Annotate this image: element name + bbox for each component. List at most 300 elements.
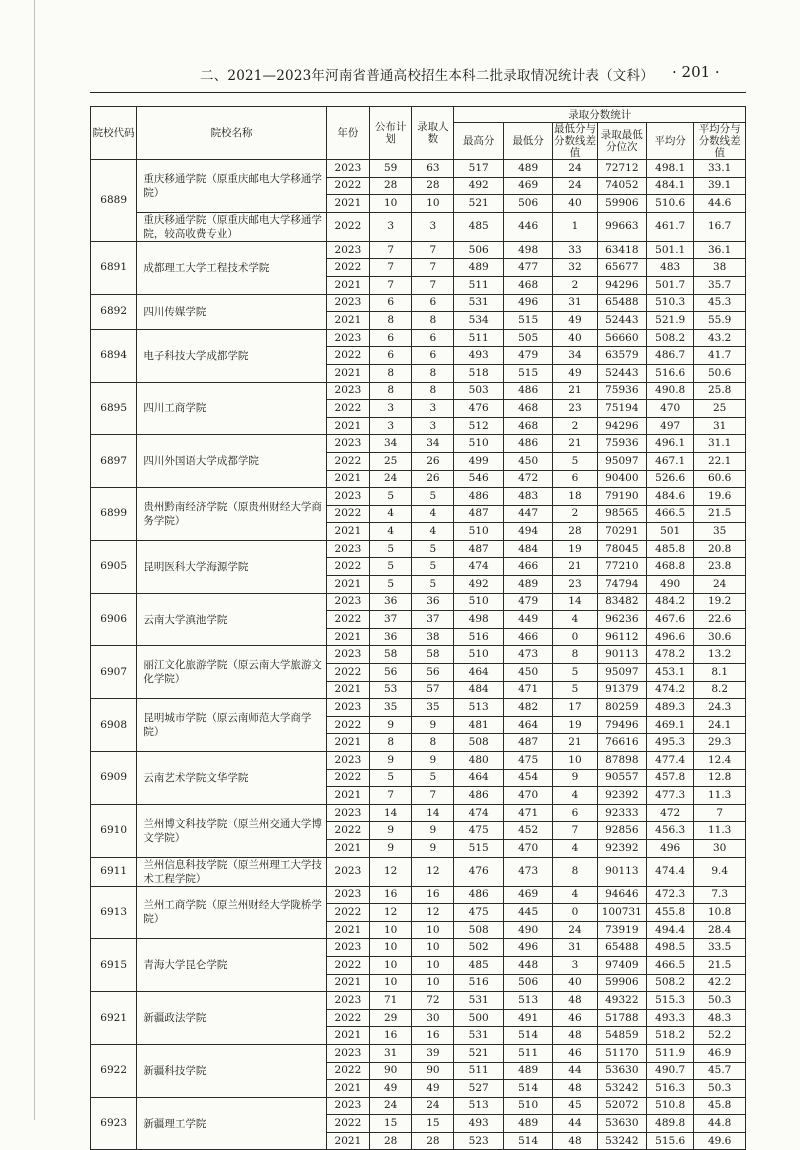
year-cell: 2021 xyxy=(326,195,369,213)
admitted-cell: 24 xyxy=(412,1097,454,1115)
min-score-cell: 487 xyxy=(503,734,552,752)
admitted-cell: 16 xyxy=(412,886,454,904)
min-gap-cell: 4 xyxy=(553,611,597,629)
plan-cell: 34 xyxy=(370,435,412,453)
admitted-cell: 9 xyxy=(412,716,454,734)
table-row xyxy=(91,886,746,904)
admitted-cell: 3 xyxy=(412,212,454,241)
binding-margin-line xyxy=(34,0,35,1120)
avg-score-cell: 515.6 xyxy=(647,1132,694,1150)
max-score-cell: 476 xyxy=(454,400,503,418)
min-rank-cell: 90400 xyxy=(597,470,646,488)
min-score-cell: 450 xyxy=(503,664,552,682)
min-rank-cell: 98565 xyxy=(597,505,646,523)
min-rank-cell: 77210 xyxy=(597,558,646,576)
min-score-cell: 515 xyxy=(503,312,552,330)
min-score-cell: 506 xyxy=(503,974,552,992)
min-gap-cell: 19 xyxy=(553,716,597,734)
admitted-cell: 9 xyxy=(412,839,454,857)
admitted-cell: 12 xyxy=(412,904,454,922)
min-score-cell: 472 xyxy=(503,470,552,488)
max-score-cell: 486 xyxy=(454,488,503,506)
avg-score-cell: 496.6 xyxy=(647,628,694,646)
avg-gap-cell: 11.3 xyxy=(694,822,746,840)
avg-gap-cell: 52.2 xyxy=(694,1027,746,1045)
col-code-header: 院校代码 xyxy=(91,107,137,160)
min-gap-cell: 45 xyxy=(553,1097,597,1115)
avg-score-cell: 485.8 xyxy=(647,540,694,558)
avg-score-cell: 466.5 xyxy=(647,505,694,523)
avg-score-cell: 484.2 xyxy=(647,593,694,611)
avg-gap-cell: 48.3 xyxy=(694,1009,746,1027)
school-code: 6908 xyxy=(91,699,137,752)
max-score-cell: 521 xyxy=(454,1044,503,1062)
min-gap-cell: 2 xyxy=(553,505,597,523)
min-gap-cell: 24 xyxy=(553,921,597,939)
admitted-cell: 5 xyxy=(412,558,454,576)
min-gap-cell: 1 xyxy=(553,212,597,241)
min-score-cell: 486 xyxy=(503,435,552,453)
avg-score-cell: 486.7 xyxy=(647,347,694,365)
avg-score-cell: 484.6 xyxy=(647,488,694,506)
plan-cell: 16 xyxy=(370,886,412,904)
min-score-cell: 466 xyxy=(503,628,552,646)
min-gap-cell: 31 xyxy=(553,294,597,312)
avg-score-cell: 474.2 xyxy=(647,681,694,699)
year-cell: 2022 xyxy=(326,956,369,974)
min-gap-cell: 34 xyxy=(553,347,597,365)
avg-score-cell: 501.7 xyxy=(647,276,694,294)
min-score-cell: 475 xyxy=(503,752,552,770)
admitted-cell: 63 xyxy=(412,160,454,178)
min-rank-cell: 100731 xyxy=(597,904,646,922)
min-gap-cell: 5 xyxy=(553,681,597,699)
school-name: 四川外国语大学成都学院 xyxy=(137,435,326,488)
min-score-cell: 469 xyxy=(503,177,552,195)
min-score-cell: 445 xyxy=(503,904,552,922)
school-code: 6907 xyxy=(91,646,137,699)
min-gap-cell: 48 xyxy=(553,1080,597,1098)
table-row xyxy=(91,752,746,770)
admitted-cell: 7 xyxy=(412,259,454,277)
year-cell: 2023 xyxy=(326,593,369,611)
year-cell: 2022 xyxy=(326,1115,369,1133)
max-score-cell: 510 xyxy=(454,646,503,664)
table-row xyxy=(91,1097,746,1115)
plan-cell: 5 xyxy=(370,540,412,558)
min-gap-cell: 8 xyxy=(553,646,597,664)
admitted-cell: 10 xyxy=(412,956,454,974)
year-cell: 2023 xyxy=(326,488,369,506)
avg-score-cell: 455.8 xyxy=(647,904,694,922)
avg-score-cell: 490.7 xyxy=(647,1062,694,1080)
admitted-cell: 72 xyxy=(412,992,454,1010)
min-gap-cell: 44 xyxy=(553,1115,597,1133)
max-score-cell: 493 xyxy=(454,347,503,365)
avg-score-cell: 489.8 xyxy=(647,1115,694,1133)
min-score-cell: 479 xyxy=(503,593,552,611)
admitted-cell: 16 xyxy=(412,1027,454,1045)
avg-gap-cell: 35 xyxy=(694,523,746,541)
min-rank-cell: 76616 xyxy=(597,734,646,752)
year-cell: 2023 xyxy=(326,1044,369,1062)
admitted-cell: 38 xyxy=(412,628,454,646)
avg-score-cell: 508.2 xyxy=(647,974,694,992)
admitted-cell: 8 xyxy=(412,382,454,400)
avg-score-cell: 453.1 xyxy=(647,664,694,682)
admitted-cell: 90 xyxy=(412,1062,454,1080)
max-score-cell: 517 xyxy=(454,160,503,178)
plan-cell: 8 xyxy=(370,734,412,752)
avg-gap-cell: 60.6 xyxy=(694,470,746,488)
avg-score-cell: 526.6 xyxy=(647,470,694,488)
school-code: 6897 xyxy=(91,435,137,488)
min-gap-cell: 44 xyxy=(553,1062,597,1080)
min-rank-cell: 63579 xyxy=(597,347,646,365)
min-gap-cell: 40 xyxy=(553,195,597,213)
min-gap-cell: 21 xyxy=(553,435,597,453)
year-cell: 2021 xyxy=(326,974,369,992)
admitted-cell: 37 xyxy=(412,611,454,629)
min-gap-cell: 46 xyxy=(553,1044,597,1062)
min-rank-cell: 73919 xyxy=(597,921,646,939)
max-score-cell: 464 xyxy=(454,769,503,787)
min-rank-cell: 78045 xyxy=(597,540,646,558)
min-score-cell: 489 xyxy=(503,160,552,178)
year-cell: 2021 xyxy=(326,787,369,805)
avg-gap-cell: 22.1 xyxy=(694,452,746,470)
avg-score-cell: 497 xyxy=(647,417,694,435)
plan-cell: 90 xyxy=(370,1062,412,1080)
admitted-cell: 36 xyxy=(412,593,454,611)
admission-table xyxy=(90,106,746,1150)
avg-gap-cell: 42.2 xyxy=(694,974,746,992)
min-rank-cell: 79496 xyxy=(597,716,646,734)
school-name: 重庆移通学院（原重庆邮电大学移通学院，较高收费专业） xyxy=(137,212,326,241)
plan-cell: 31 xyxy=(370,1044,412,1062)
min-score-cell: 513 xyxy=(503,992,552,1010)
min-gap-cell: 21 xyxy=(553,734,597,752)
min-score-cell: 477 xyxy=(503,259,552,277)
min-rank-cell: 99663 xyxy=(597,212,646,241)
min-rank-cell: 79190 xyxy=(597,488,646,506)
avg-score-cell: 484.1 xyxy=(647,177,694,195)
avg-score-cell: 490.8 xyxy=(647,382,694,400)
avg-gap-cell: 43.2 xyxy=(694,329,746,347)
col-rank-header: 录取最低分位次 xyxy=(597,123,646,160)
admitted-cell: 15 xyxy=(412,1115,454,1133)
year-cell: 2022 xyxy=(326,452,369,470)
avg-gap-cell: 24.3 xyxy=(694,699,746,717)
avg-score-cell: 510.6 xyxy=(647,195,694,213)
max-score-cell: 489 xyxy=(454,259,503,277)
avg-gap-cell: 11.3 xyxy=(694,787,746,805)
year-cell: 2023 xyxy=(326,435,369,453)
avg-gap-cell: 33.5 xyxy=(694,939,746,957)
max-score-cell: 516 xyxy=(454,974,503,992)
plan-cell: 58 xyxy=(370,646,412,664)
admitted-cell: 7 xyxy=(412,241,454,259)
admitted-cell: 5 xyxy=(412,769,454,787)
avg-gap-cell: 45.8 xyxy=(694,1097,746,1115)
min-rank-cell: 51170 xyxy=(597,1044,646,1062)
min-gap-cell: 0 xyxy=(553,904,597,922)
page-title: 二、2021—2023年河南省普通高校招生本科二批录取情况统计表（文科） xyxy=(200,68,654,84)
min-score-cell: 464 xyxy=(503,716,552,734)
admitted-cell: 9 xyxy=(412,822,454,840)
plan-cell: 10 xyxy=(370,939,412,957)
plan-cell: 6 xyxy=(370,347,412,365)
year-cell: 2022 xyxy=(326,212,369,241)
min-gap-cell: 28 xyxy=(553,523,597,541)
avg-gap-cell: 8.2 xyxy=(694,681,746,699)
min-score-cell: 479 xyxy=(503,347,552,365)
table-row xyxy=(91,160,746,178)
admitted-cell: 8 xyxy=(412,734,454,752)
min-rank-cell: 72712 xyxy=(597,160,646,178)
min-gap-cell: 46 xyxy=(553,1009,597,1027)
school-name: 贵州黔南经济学院（原贵州财经大学商务学院） xyxy=(137,488,326,541)
page-number: · 201 · xyxy=(672,63,720,81)
avg-score-cell: 483 xyxy=(647,259,694,277)
year-cell: 2023 xyxy=(326,992,369,1010)
max-score-cell: 485 xyxy=(454,212,503,241)
plan-cell: 35 xyxy=(370,699,412,717)
plan-cell: 53 xyxy=(370,681,412,699)
col-max-header: 最高分 xyxy=(454,123,503,160)
max-score-cell: 510 xyxy=(454,593,503,611)
table-row xyxy=(91,241,746,259)
admitted-cell: 5 xyxy=(412,576,454,594)
school-name: 新疆政法学院 xyxy=(137,992,326,1045)
min-rank-cell: 91379 xyxy=(597,681,646,699)
min-gap-cell: 5 xyxy=(553,664,597,682)
school-code: 6921 xyxy=(91,992,137,1045)
min-score-cell: 454 xyxy=(503,769,552,787)
avg-gap-cell: 45.3 xyxy=(694,294,746,312)
min-gap-cell: 48 xyxy=(553,1132,597,1150)
min-rank-cell: 96236 xyxy=(597,611,646,629)
avg-gap-cell: 7 xyxy=(694,804,746,822)
avg-gap-cell: 38 xyxy=(694,259,746,277)
avg-gap-cell: 31.1 xyxy=(694,435,746,453)
avg-gap-cell: 49.6 xyxy=(694,1132,746,1150)
min-score-cell: 471 xyxy=(503,804,552,822)
admitted-cell: 8 xyxy=(412,364,454,382)
year-cell: 2021 xyxy=(326,681,369,699)
min-rank-cell: 90557 xyxy=(597,769,646,787)
min-score-cell: 510 xyxy=(503,1097,552,1115)
avg-gap-cell: 24 xyxy=(694,576,746,594)
year-cell: 2021 xyxy=(326,470,369,488)
table-row xyxy=(91,939,746,957)
min-gap-cell: 6 xyxy=(553,804,597,822)
school-name: 兰州博文科技学院（原兰州交通大学博文学院） xyxy=(137,804,326,857)
min-score-cell: 483 xyxy=(503,488,552,506)
min-gap-cell: 7 xyxy=(553,822,597,840)
table-body xyxy=(91,160,746,1150)
min-score-cell: 496 xyxy=(503,294,552,312)
max-score-cell: 518 xyxy=(454,364,503,382)
school-code: 6892 xyxy=(91,294,137,329)
avg-score-cell: 478.2 xyxy=(647,646,694,664)
max-score-cell: 475 xyxy=(454,822,503,840)
school-name: 昆明医科大学海源学院 xyxy=(137,540,326,593)
plan-cell: 15 xyxy=(370,1115,412,1133)
avg-gap-cell: 10.8 xyxy=(694,904,746,922)
max-score-cell: 521 xyxy=(454,195,503,213)
avg-score-cell: 489.3 xyxy=(647,699,694,717)
admitted-cell: 49 xyxy=(412,1080,454,1098)
year-cell: 2023 xyxy=(326,241,369,259)
school-code: 6906 xyxy=(91,593,137,646)
col-group-header: 录取分数统计 xyxy=(454,107,746,123)
avg-score-cell: 496.1 xyxy=(647,435,694,453)
min-gap-cell: 21 xyxy=(553,558,597,576)
max-score-cell: 506 xyxy=(454,241,503,259)
year-cell: 2023 xyxy=(326,804,369,822)
year-cell: 2023 xyxy=(326,857,369,886)
admitted-cell: 56 xyxy=(412,664,454,682)
min-rank-cell: 51788 xyxy=(597,1009,646,1027)
year-cell: 2023 xyxy=(326,294,369,312)
max-score-cell: 516 xyxy=(454,628,503,646)
min-gap-cell: 10 xyxy=(553,752,597,770)
min-score-cell: 452 xyxy=(503,822,552,840)
avg-gap-cell: 19.6 xyxy=(694,488,746,506)
year-cell: 2022 xyxy=(326,904,369,922)
school-name: 兰州信息科技学院（原兰州理工大学技术工程学院） xyxy=(137,857,326,886)
school-name: 丽江文化旅游学院（原云南大学旅游文化学院） xyxy=(137,646,326,699)
max-score-cell: 531 xyxy=(454,294,503,312)
admitted-cell: 3 xyxy=(412,400,454,418)
min-gap-cell: 48 xyxy=(553,1027,597,1045)
admitted-cell: 28 xyxy=(412,177,454,195)
avg-gap-cell: 24.1 xyxy=(694,716,746,734)
avg-score-cell: 493.3 xyxy=(647,1009,694,1027)
plan-cell: 7 xyxy=(370,259,412,277)
min-score-cell: 514 xyxy=(503,1027,552,1045)
year-cell: 2022 xyxy=(326,1009,369,1027)
year-cell: 2021 xyxy=(326,921,369,939)
admitted-cell: 6 xyxy=(412,347,454,365)
min-score-cell: 515 xyxy=(503,364,552,382)
min-rank-cell: 75936 xyxy=(597,382,646,400)
min-gap-cell: 31 xyxy=(553,939,597,957)
max-score-cell: 523 xyxy=(454,1132,503,1150)
plan-cell: 49 xyxy=(370,1080,412,1098)
min-rank-cell: 83482 xyxy=(597,593,646,611)
avg-gap-cell: 19.2 xyxy=(694,593,746,611)
plan-cell: 5 xyxy=(370,769,412,787)
max-score-cell: 492 xyxy=(454,177,503,195)
avg-score-cell: 498.5 xyxy=(647,939,694,957)
admitted-cell: 10 xyxy=(412,974,454,992)
max-score-cell: 527 xyxy=(454,1080,503,1098)
table-row xyxy=(91,435,746,453)
plan-cell: 29 xyxy=(370,1009,412,1027)
avg-gap-cell: 50.3 xyxy=(694,992,746,1010)
avg-score-cell: 501 xyxy=(647,523,694,541)
plan-cell: 5 xyxy=(370,488,412,506)
min-score-cell: 450 xyxy=(503,452,552,470)
min-gap-cell: 2 xyxy=(553,276,597,294)
avg-score-cell: 474.4 xyxy=(647,857,694,886)
school-code: 6905 xyxy=(91,540,137,593)
plan-cell: 24 xyxy=(370,470,412,488)
year-cell: 2023 xyxy=(326,1097,369,1115)
plan-cell: 5 xyxy=(370,558,412,576)
avg-gap-cell: 30 xyxy=(694,839,746,857)
avg-gap-cell: 55.9 xyxy=(694,312,746,330)
min-rank-cell: 90113 xyxy=(597,857,646,886)
year-cell: 2022 xyxy=(326,505,369,523)
min-rank-cell: 70291 xyxy=(597,523,646,541)
plan-cell: 4 xyxy=(370,523,412,541)
col-name-header: 院校名称 xyxy=(137,107,326,160)
plan-cell: 3 xyxy=(370,417,412,435)
avg-gap-cell: 13.2 xyxy=(694,646,746,664)
table-row xyxy=(91,646,746,664)
min-score-cell: 494 xyxy=(503,523,552,541)
admitted-cell: 6 xyxy=(412,329,454,347)
year-cell: 2022 xyxy=(326,400,369,418)
avg-gap-cell: 20.8 xyxy=(694,540,746,558)
col-plan-header: 公布计划 xyxy=(370,107,412,160)
table-row xyxy=(91,329,746,347)
school-name: 云南艺术学院文华学院 xyxy=(137,752,326,805)
table-row xyxy=(91,593,746,611)
avg-gap-cell: 9.4 xyxy=(694,857,746,886)
max-score-cell: 474 xyxy=(454,558,503,576)
admitted-cell: 7 xyxy=(412,276,454,294)
max-score-cell: 484 xyxy=(454,681,503,699)
avg-score-cell: 490 xyxy=(647,576,694,594)
min-rank-cell: 59906 xyxy=(597,974,646,992)
min-rank-cell: 80259 xyxy=(597,699,646,717)
plan-cell: 8 xyxy=(370,364,412,382)
school-code: 6894 xyxy=(91,329,137,382)
max-score-cell: 486 xyxy=(454,886,503,904)
max-score-cell: 510 xyxy=(454,435,503,453)
year-cell: 2022 xyxy=(326,716,369,734)
plan-cell: 8 xyxy=(370,312,412,330)
min-rank-cell: 90113 xyxy=(597,646,646,664)
year-cell: 2023 xyxy=(326,699,369,717)
max-score-cell: 486 xyxy=(454,787,503,805)
min-score-cell: 496 xyxy=(503,939,552,957)
avg-gap-cell: 28.4 xyxy=(694,921,746,939)
table-row xyxy=(91,488,746,506)
avg-score-cell: 469.1 xyxy=(647,716,694,734)
plan-cell: 9 xyxy=(370,822,412,840)
min-rank-cell: 52072 xyxy=(597,1097,646,1115)
min-gap-cell: 40 xyxy=(553,329,597,347)
min-rank-cell: 54859 xyxy=(597,1027,646,1045)
avg-score-cell: 510.3 xyxy=(647,294,694,312)
table-row xyxy=(91,294,746,312)
min-gap-cell: 21 xyxy=(553,382,597,400)
min-rank-cell: 95097 xyxy=(597,664,646,682)
avg-score-cell: 516.3 xyxy=(647,1080,694,1098)
avg-score-cell: 508.2 xyxy=(647,329,694,347)
admitted-cell: 39 xyxy=(412,1044,454,1062)
min-rank-cell: 92392 xyxy=(597,839,646,857)
avg-score-cell: 457.8 xyxy=(647,769,694,787)
table-row xyxy=(91,382,746,400)
school-code: 6913 xyxy=(91,886,137,939)
school-code: 6922 xyxy=(91,1044,137,1097)
